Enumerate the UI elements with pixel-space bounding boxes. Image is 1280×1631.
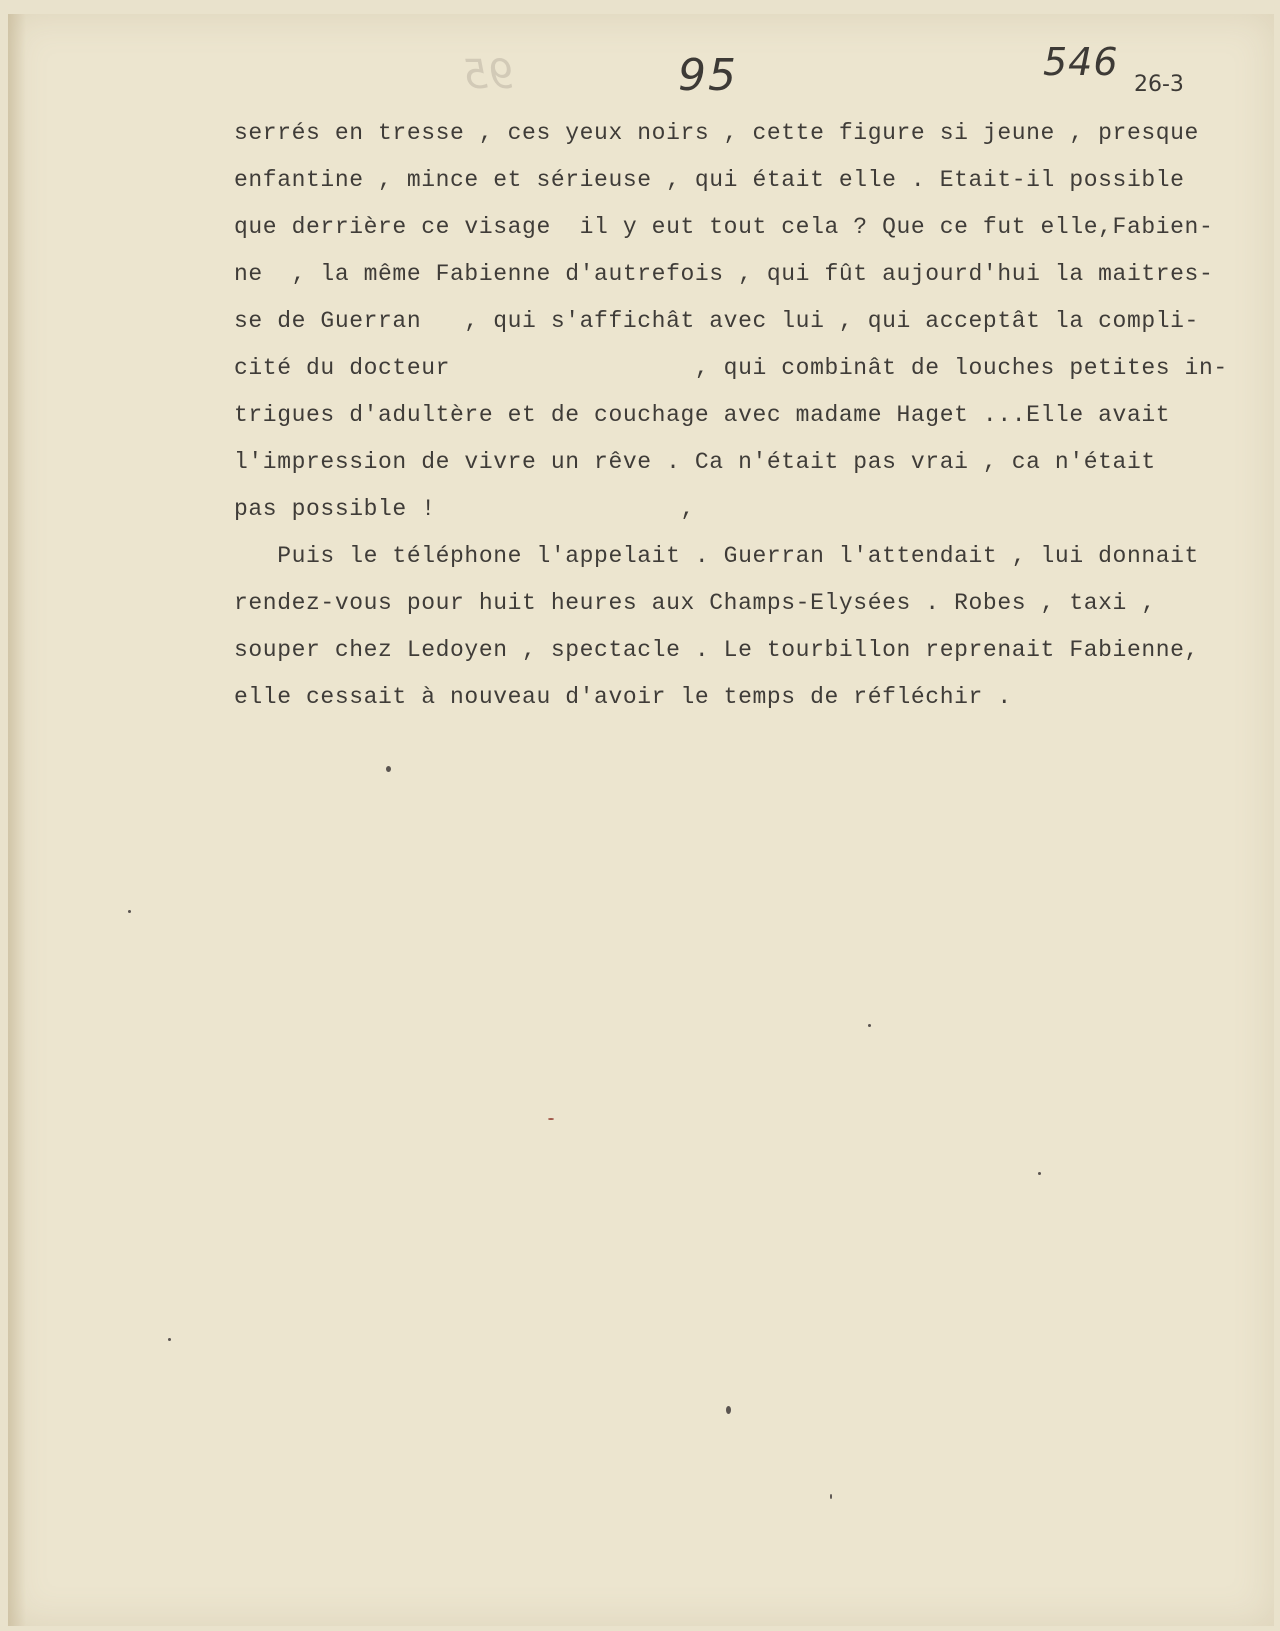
paper-speck (830, 1494, 832, 1499)
page-edge-shadow (8, 14, 26, 1626)
text-line: cité du docteur , qui combinât de louches petites in- (234, 355, 1228, 381)
text-line: ne , la même Fabienne d'autrefois , qui fût aujourd'hui la maitres- (234, 261, 1214, 287)
paper-speck (726, 1406, 731, 1414)
ghost-page-number: 95 (463, 52, 514, 98)
text-line: trigues d'adultère et de couchage avec madame Haget ...Elle avait (234, 402, 1171, 428)
text-line: se de Guerran , qui s'affichât avec lui , qui acceptât la compli- (234, 308, 1199, 334)
paper-speck (128, 910, 131, 913)
text-line: pas possible ! , (234, 496, 695, 522)
typed-page (8, 14, 1274, 1626)
text-line: enfantine , mince et sérieuse , qui était elle . Etait-il possible (234, 167, 1185, 193)
text-line: souper chez Ledoyen , spectacle . Le tourbillon reprenait Fabienne, (234, 637, 1199, 663)
paper-speck (548, 1118, 554, 1120)
paper-speck (386, 766, 391, 772)
text-line: que derrière ce visage il y eut tout cela ? Que ce fut elle,Fabien- (234, 214, 1214, 240)
text-line: l'impression de vivre un rêve . Ca n'était pas vrai , ca n'était (234, 449, 1156, 475)
typed-text-body (234, 110, 1264, 721)
page-number: 95 (678, 50, 738, 101)
folio-code: 26-3 (1134, 72, 1184, 97)
text-line: serrés en tresse , ces yeux noirs , cette figure si jeune , presque (234, 120, 1199, 146)
text-line: Puis le téléphone l'appelait . Guerran l'attendait , lui donnait (234, 543, 1199, 569)
paper-speck (868, 1024, 871, 1027)
paper-speck (168, 1338, 171, 1341)
folio-number: 546 (1043, 40, 1119, 84)
paper-speck (1038, 1172, 1041, 1175)
text-line: elle cessait à nouveau d'avoir le temps de réfléchir . (234, 684, 1012, 710)
text-line: rendez-vous pour huit heures aux Champs-Elysées . Robes , taxi , (234, 590, 1156, 616)
